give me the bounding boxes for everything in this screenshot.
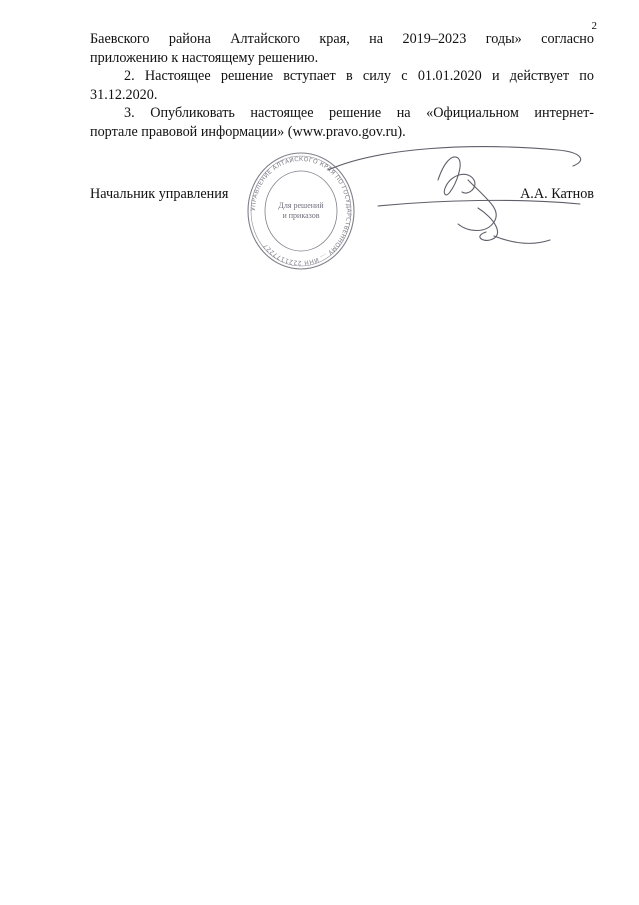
- seal-ring-text: УПРАВЛЕНИЕ АЛТАЙСКОГО КРАЯ ПО ГОСУДАРСТВЕННОМУ ... ИНН 2221177227: [249, 155, 353, 267]
- paragraph-1: [90, 30, 594, 67]
- paragraph-1-line-1: Баевского района Алтайского края, на 2019–2023 годы» согласно: [90, 31, 594, 47]
- paragraph-2-line-1: 2. Настоящее решение вступает в силу с 01.01.2020 и действует по: [124, 68, 594, 85]
- paragraph-2: [90, 67, 594, 104]
- page-number: 2: [591, 20, 597, 32]
- signatory-position: Начальник управления: [90, 186, 229, 202]
- paragraph-1-line-2: приложению к настоящему решению.: [90, 49, 319, 66]
- seal-center-text-1: Для решений: [278, 201, 324, 210]
- paragraph-3-line-1: 3. Опубликовать настоящее решение на «Официальном интернет-: [124, 105, 594, 122]
- signatory-name: А.А. Катнов: [520, 186, 594, 202]
- seal-center-text-2: и приказов: [282, 211, 320, 220]
- paragraph-2-line-2: 31.12.2020.: [90, 86, 158, 103]
- document-body: [90, 30, 594, 142]
- paragraph-3: [90, 104, 594, 141]
- paragraph-3-line-2: портале правовой информации» (www.pravo.gov.ru).: [90, 123, 406, 140]
